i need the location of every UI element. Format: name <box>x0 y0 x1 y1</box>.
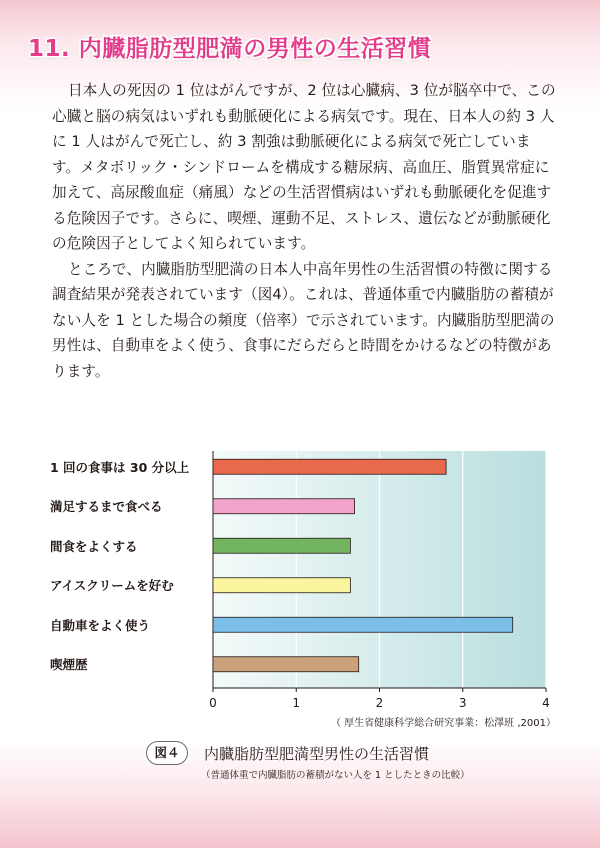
page-title: 11. 内臓脂肪型肥満の男性の生活習慣 <box>28 36 432 62</box>
x-tick-label: 0 <box>209 696 217 710</box>
bar <box>213 578 350 593</box>
body-text <box>52 78 557 384</box>
figure-source: （ 厚生省健康科学総合研究事業：松澤班 ,2001） <box>331 718 556 729</box>
bar <box>213 459 446 474</box>
category-label: 満足するまで食べる <box>50 499 163 515</box>
paragraph-2: ところで、内臓脂肪型肥満の日本人中高年男性の生活習慣の特徴に関する調査結果が発表されています（図4）。これは、普通体重で内臓脂肪の蓄積がない人を 1 とした場合の頻度（倍率）で示されています。内臓脂肪型肥満の男性は、自動車をよく使う、食事にだらだらと時間をかけるなどの特徴があります。 <box>52 260 555 380</box>
figure-subtitle: （普通体重で内臓脂肪の蓄積がない人を 1 としたときの比較） <box>201 770 470 781</box>
category-label: 喫煙歴 <box>50 657 88 673</box>
x-tick-label: 1 <box>292 696 301 710</box>
x-tick-label: 2 <box>375 696 384 710</box>
bar <box>213 657 359 672</box>
category-label: 間食をよくする <box>50 538 138 554</box>
x-tick-label: 3 <box>458 696 467 710</box>
bar <box>213 538 350 553</box>
paragraph-1: 日本人の死因の 1 位はがんですが、2 位は心臓病、3 位が脳卒中で、この心臓と脳の病気はいずれも動脈硬化による病気です。現在、日本人の約 3 人に 1 人はがんで死亡し、約 3 割強は動脈硬化による病気で死亡しています。メタボリック・シンドロームを構成する糖尿病、高血圧、脂質異常症に加えて、高尿酸血症（痛風）などの生活習慣病はいずれも動脈硬化を促進する危険因子です。さらに、喫煙、運動不足、ストレス、遺伝などが動脈硬化の危険因子としてよく知られています。 <box>52 82 556 252</box>
figure-title: 内臓脂肪型肥満型男性の生活習慣 <box>204 745 430 763</box>
category-label: 自動車をよく使う <box>50 617 151 633</box>
bar-chart <box>0 445 600 735</box>
category-label: 1 回の食事は 30 分以上 <box>50 459 190 475</box>
bar <box>213 499 355 514</box>
category-label: アイスクリームを好む <box>50 578 174 594</box>
bar <box>213 617 513 632</box>
x-tick-label: 4 <box>542 696 550 710</box>
figure-badge: 図４ <box>146 741 188 765</box>
